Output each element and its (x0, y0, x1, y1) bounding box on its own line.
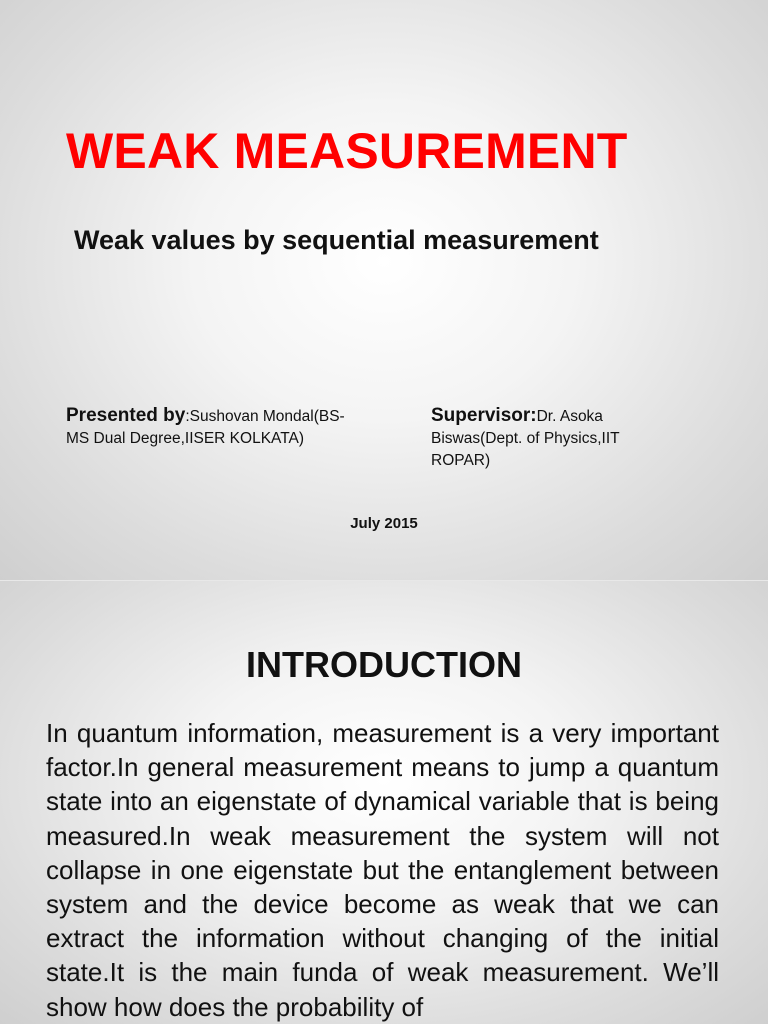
supervisor-label: Supervisor: (431, 405, 537, 426)
presenter-text: :Sushovan Mondal(BS-MS Dual Degree,IISER KOLKATA) (66, 408, 345, 447)
supervisor-text: Dr. Asoka Biswas(Dept. of Physics,IIT ROPAR) (431, 408, 620, 469)
presenter-label: Presented by (66, 405, 186, 426)
slide-subtitle: Weak values by sequential measurement (74, 225, 599, 255)
supervisor-block (431, 405, 671, 472)
presentation-date: July 2015 (350, 515, 418, 532)
presenter-block (66, 405, 366, 450)
introduction-body: In quantum information, measurement is a very important factor.In general measurement means to jump a quantum state into an eigenstate of dynamical variable that is being measured.In weak measurement the system will not collapse in one eigenstate but the entanglement between system and the device become as weak that we can extract the information without changing of the initial state.It is the main funda of weak measurement. We’ll show how does the probability of (46, 718, 719, 1022)
introduction-slide (0, 581, 768, 1024)
slide-title: WEAK MEASUREMENT (66, 123, 628, 179)
introduction-heading: INTRODUCTION (246, 644, 522, 685)
